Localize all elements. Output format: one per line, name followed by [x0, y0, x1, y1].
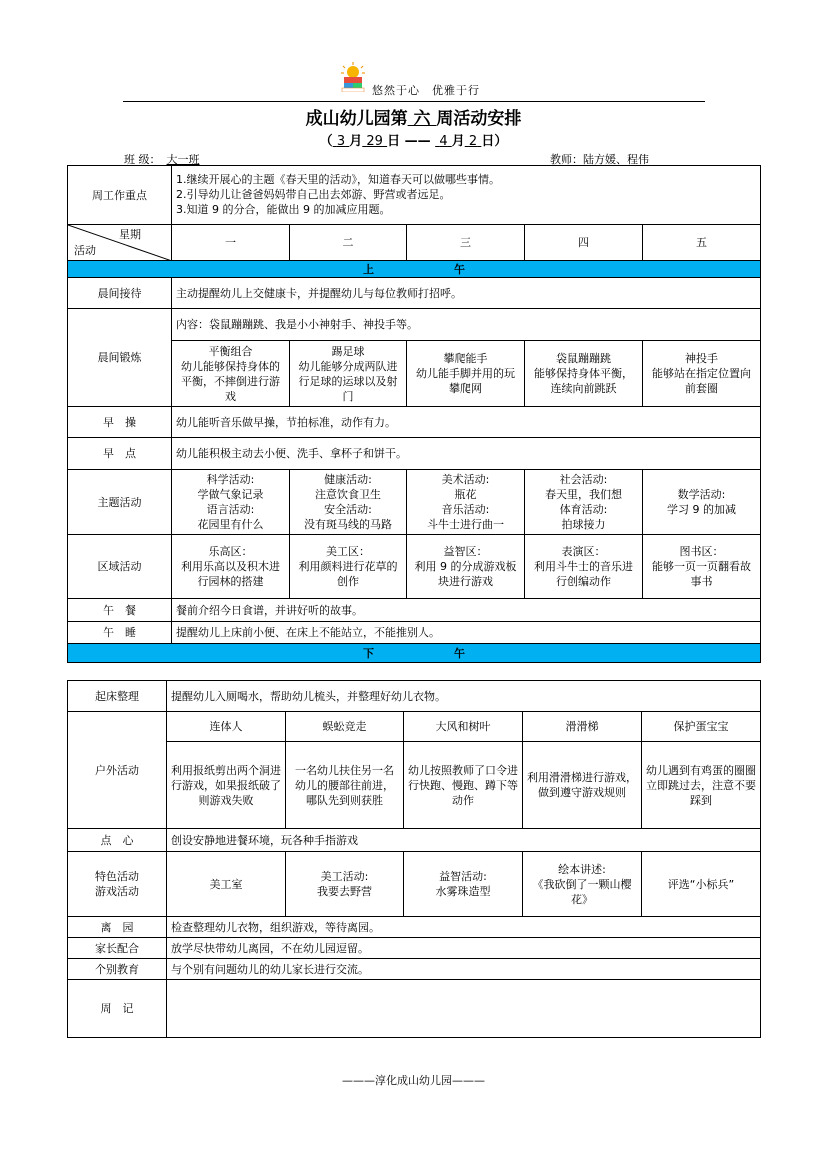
row-label: 晨间接待 — [68, 278, 172, 309]
weekly-focus — [172, 166, 761, 225]
day-header: 五 — [643, 225, 761, 261]
theme-cell: 健康活动: 注意饮食卫生 安全活动: 没有斑马线的马路 — [290, 470, 407, 535]
morning-band: 上 午 — [68, 261, 761, 278]
row-label: 户外活动 — [68, 712, 167, 829]
lunch-text: 餐前介绍今日食谱，并讲好听的故事。 — [172, 599, 761, 622]
outdoor-cell: 一名幼儿扶住另一名幼儿的腰部往前进，哪队先到则获胜 — [286, 742, 404, 829]
corner-header — [68, 225, 172, 261]
row-label: 早 操 — [68, 407, 172, 438]
special-cell: 美工活动: 我要去野营 — [286, 852, 404, 917]
reception-text: 主动提醒幼儿上交健康卡，并提醒幼儿与每位教师打招呼。 — [172, 278, 761, 309]
outdoor-cell: 利用滑滑梯进行游戏，做到遵守游戏规则 — [523, 742, 642, 829]
day-header: 一 — [172, 225, 290, 261]
row-label: 点 心 — [68, 829, 167, 852]
pm-snack-text: 创设安静地进餐环境，玩各种手指游戏 — [167, 829, 761, 852]
exercise-cell: 踢足球 幼儿能够分成两队进行足球的运球以及射门 — [290, 341, 407, 407]
focus-item: 2.引导幼儿让爸爸妈妈带自己出去郊游、野营或者远足。 — [176, 188, 451, 201]
nap-text: 提醒幼儿上床前小便、在床上不能站立，不能推别人。 — [172, 622, 761, 644]
row-label: 特色活动 游戏活动 — [68, 852, 167, 917]
exercise-content: 内容：袋鼠蹦蹦跳、我是小小神射手、神投手等。 — [172, 309, 761, 341]
teacher-info: 教师：陆方媛、程伟 — [550, 153, 649, 166]
page-title: 成山幼儿园第 六 周活动安排 — [305, 109, 522, 129]
row-label: 主题活动 — [68, 470, 172, 535]
theme-cell: 美术活动: 瓶花 音乐活动: 斗牛士进行曲一 — [407, 470, 525, 535]
row-label: 离 园 — [68, 917, 167, 938]
special-cell: 美工室 — [167, 852, 286, 917]
day-header: 二 — [290, 225, 407, 261]
outdoor-title: 大风和树叶 — [404, 712, 523, 742]
row-label: 家长配合 — [68, 938, 167, 959]
theme-cell: 科学活动: 学做气象记录 语言活动: 花园里有什么 — [172, 470, 290, 535]
row-label: 区域活动 — [68, 535, 172, 599]
individual-text: 与个别有问题幼儿的幼儿家长进行交流。 — [167, 959, 761, 980]
theme-cell: 数学活动: 学习 9 的加减 — [643, 470, 761, 535]
outdoor-cell: 幼儿按照教师了口令进行快跑、慢跑、蹲下等动作 — [404, 742, 523, 829]
corner-bottom: 活动 — [74, 244, 96, 257]
day-header: 三 — [407, 225, 525, 261]
special-cell: 评选“小标兵” — [642, 852, 761, 917]
exercise-cell: 平衡组合 幼儿能够保持身体的平衡，不摔倒进行游戏 — [172, 341, 290, 407]
row-label: 周 记 — [68, 980, 167, 1038]
outdoor-title: 滑滑梯 — [523, 712, 642, 742]
outdoor-title: 连体人 — [167, 712, 286, 742]
area-cell: 乐高区： 利用乐高以及积木进行园林的搭建 — [172, 535, 290, 599]
schedule-table — [67, 165, 761, 663]
notes-text — [167, 980, 761, 1038]
exercise-cell: 袋鼠蹦蹦跳 能够保持身体平衡，连续向前跳跃 — [525, 341, 643, 407]
row-label: 午 睡 — [68, 622, 172, 644]
class-info: 班 级： 大一班 — [124, 153, 200, 166]
area-cell: 益智区： 利用 9 的分成游戏板块进行游戏 — [407, 535, 525, 599]
corner-top: 星期 — [119, 228, 141, 241]
exercise-cell: 攀爬能手 幼儿能手脚并用的玩攀爬网 — [407, 341, 525, 407]
special-cell: 益智活动: 水雾珠造型 — [404, 852, 523, 917]
afternoon-band: 下 午 — [68, 644, 761, 663]
focus-item: 3.知道 9 的分合，能做出 9 的加减应用题。 — [176, 203, 391, 216]
area-cell: 表演区： 利用斗牛士的音乐进行创编动作 — [525, 535, 643, 599]
school-logo — [339, 62, 367, 92]
parents-text: 放学尽快带幼儿离园，不在幼儿园逗留。 — [167, 938, 761, 959]
focus-item: 1.继续开展心的主题《春天里的活动》，知道春天可以做哪些事情。 — [176, 173, 500, 186]
row-label: 起床整理 — [68, 681, 167, 712]
leave-text: 检查整理幼儿衣物，组织游戏，等待离园。 — [167, 917, 761, 938]
footer: ———淳化成山幼儿园——— — [342, 1074, 485, 1087]
outdoor-title: 蜈蚣竞走 — [286, 712, 404, 742]
outdoor-cell: 利用报纸剪出两个洞进行游戏，如果报纸破了则游戏失败 — [167, 742, 286, 829]
theme-cell: 社会活动: 春天里，我们想 体育活动: 拍球接力 — [525, 470, 643, 535]
special-cell: 绘本讲述: 《我砍倒了一颗山樱花》 — [523, 852, 642, 917]
snack-text: 幼儿能积极主动去小便、洗手、拿杯子和饼干。 — [172, 438, 761, 470]
motto: 悠然于心 优雅于行 — [372, 84, 480, 97]
header-rule — [123, 101, 705, 102]
row-label: 午 餐 — [68, 599, 172, 622]
afternoon-table — [67, 680, 761, 1038]
area-cell: 美工区： 利用颜料进行花草的创作 — [290, 535, 407, 599]
row-label: 个别教育 — [68, 959, 167, 980]
day-header: 四 — [525, 225, 643, 261]
wakeup-text: 提醒幼儿入厕喝水，帮助幼儿梳头，并整理好幼儿衣物。 — [167, 681, 761, 712]
date-range: （ 3 月 29 日 —— 4 月 2 日） — [319, 134, 508, 149]
outdoor-cell: 幼儿遇到有鸡蛋的圈圈立即跳过去，注意不要踩到 — [642, 742, 761, 829]
area-cell: 图书区： 能够一页一页翻看故事书 — [643, 535, 761, 599]
exercise-cell: 神投手 能够站在指定位置向前套圈 — [643, 341, 761, 407]
weekly-focus-label: 周工作重点 — [68, 166, 172, 225]
morning-exercise-text: 幼儿能听音乐做早操，节拍标准，动作有力。 — [172, 407, 761, 438]
outdoor-title: 保护蛋宝宝 — [642, 712, 761, 742]
row-label: 晨间锻炼 — [68, 309, 172, 407]
row-label: 早 点 — [68, 438, 172, 470]
